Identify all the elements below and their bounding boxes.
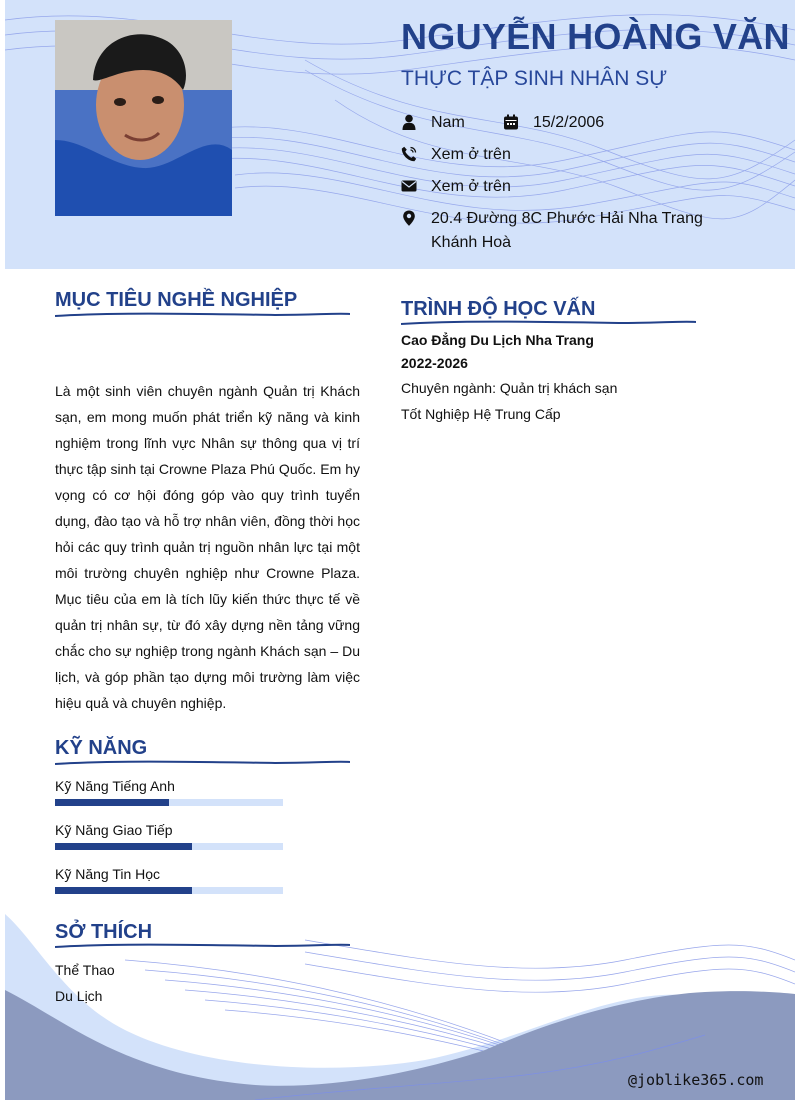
hobby-item: Thể Thao [55, 962, 115, 978]
hobbies-title: SỞ THÍCH [55, 921, 153, 943]
education-major: Chuyên ngành: Quản trị khách sạn [401, 380, 618, 396]
footer-credit: @joblike365.com [628, 1071, 764, 1089]
education-school: Cao Đẳng Du Lịch Nha Trang [401, 332, 594, 348]
calendar-icon [503, 114, 519, 130]
education-period: 2022-2026 [401, 355, 468, 371]
skill-label: Kỹ Năng Giao Tiếp [55, 822, 173, 838]
skill-bar-fill [55, 799, 169, 806]
phone-value: Xem ở trên [431, 146, 511, 163]
job-title: THỰC TẬP SINH NHÂN SỰ [401, 67, 668, 90]
education-degree: Tốt Nghiệp Hệ Trung Cấp [401, 406, 561, 422]
candidate-name: NGUYỄN HOÀNG VĂN [401, 16, 790, 57]
skills-title: KỸ NĂNG [55, 737, 148, 759]
skill-bar [55, 799, 283, 806]
skill-bar [55, 843, 283, 850]
address-row [401, 207, 761, 257]
birthday-value: 15/2/2006 [533, 114, 605, 131]
education-title-underline [401, 318, 696, 328]
skill-bar-fill [55, 843, 192, 850]
header [5, 0, 795, 269]
skills-title-underline [55, 758, 350, 768]
cv-page [5, 0, 795, 1100]
envelope-icon [401, 178, 417, 194]
hobbies-title-underline [55, 941, 350, 951]
objective-title: MỤC TIÊU NGHỀ NGHIỆP [55, 289, 298, 311]
profile-photo [55, 20, 232, 216]
hobby-item: Du Lịch [55, 988, 103, 1004]
phone-icon [401, 146, 417, 162]
email-value: Xem ở trên [431, 178, 511, 195]
address-value: 20.4 Đường 8C Phước Hải Nha Trang Khánh Hoà [431, 210, 703, 251]
skill-bar-fill [55, 887, 192, 894]
map-pin-icon [401, 210, 417, 226]
education-title: TRÌNH ĐỘ HỌC VẤN [401, 298, 596, 320]
skill-label: Kỹ Năng Tin Học [55, 866, 161, 882]
email-row [401, 175, 701, 199]
gender-row [401, 111, 501, 135]
gender-value: Nam [431, 114, 465, 131]
objective-title-underline [55, 310, 350, 320]
objective-text: Là một sinh viên chuyên ngành Quản trị Khách sạn, em mong muốn phát triển kỹ năng và kinh nghiệm trong lĩnh vực Nhân sự thông qua vị trí thực tập sinh tại Crowne Plaza Phú Quốc. Em hy vọng có cơ hội đóng góp vào quy trình tuyển dụng, đào tạo và hỗ trợ nhân viên, đồng thời học hỏi các quy trình quản trị nguồn nhân lực tại một môi trường chuyên nghiệp như Crowne Plaza. Mục tiêu của em là tích lũy kiến thức thực tế về quản trị nhân sự, từ đó xây dựng nền tảng vững chắc cho sự nghiệp trong ngành Khách sạn – Du lịch, và góp phần tạo dựng môi trường làm việc hiệu quả và chuyên nghiệp. [55, 383, 360, 711]
phone-row [401, 143, 701, 167]
user-icon [401, 114, 417, 130]
birthday-row [503, 111, 653, 135]
skill-bar [55, 887, 283, 894]
skill-label: Kỹ Năng Tiếng Anh [55, 778, 175, 794]
